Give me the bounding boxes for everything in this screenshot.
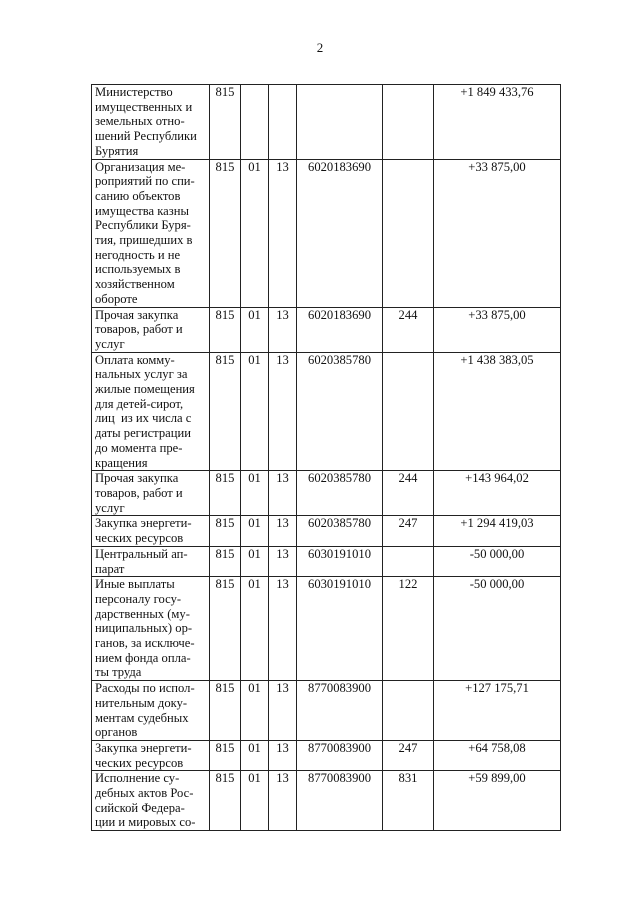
row-target-item-code-cell: 6030191010: [297, 577, 383, 681]
row-amount-cell: +64 758,08: [434, 740, 561, 770]
row-target-item-code-cell: [297, 85, 383, 160]
row-subsection-code-cell: 13: [269, 546, 297, 576]
row-target-item-code-cell: 8770083900: [297, 771, 383, 831]
row-expense-type-code-cell: 122: [383, 577, 434, 681]
row-department-code-cell: 815: [210, 85, 241, 160]
row-amount-cell: +1 849 433,76: [434, 85, 561, 160]
row-amount-cell: +127 175,71: [434, 681, 561, 741]
budget-table-body: [92, 85, 561, 831]
row-expense-type-code-cell: [383, 85, 434, 160]
row-amount-cell: +33 875,00: [434, 307, 561, 352]
row-amount-cell: +1 438 383,05: [434, 352, 561, 471]
row-section-code-cell: 01: [241, 352, 269, 471]
row-section-code-cell: [241, 85, 269, 160]
row-department-code-cell: 815: [210, 159, 241, 307]
row-subsection-code-cell: 13: [269, 159, 297, 307]
row-department-code-cell: 815: [210, 681, 241, 741]
row-expense-type-code-cell: [383, 159, 434, 307]
row-section-code-cell: 01: [241, 546, 269, 576]
row-subsection-code-cell: 13: [269, 352, 297, 471]
row-department-code-cell: 815: [210, 771, 241, 831]
row-department-code-cell: 815: [210, 352, 241, 471]
table-row: [92, 85, 561, 160]
row-subsection-code-cell: 13: [269, 740, 297, 770]
row-name-cell: Оплата комму- нальных услуг за жилые помещения для детей-сирот, лиц из их числа с даты регистрации до момента пре- кращения: [92, 352, 210, 471]
row-subsection-code-cell: [269, 85, 297, 160]
row-name-cell: Исполнение су- дебных актов Рос- сийской Федера- ции и мировых со-: [92, 771, 210, 831]
table-row: [92, 352, 561, 471]
row-expense-type-code-cell: [383, 546, 434, 576]
page-number: 2: [316, 40, 324, 55]
row-expense-type-code-cell: 831: [383, 771, 434, 831]
row-department-code-cell: 815: [210, 307, 241, 352]
row-subsection-code-cell: 13: [269, 771, 297, 831]
row-section-code-cell: 01: [241, 740, 269, 770]
table-row: [92, 307, 561, 352]
table-row: [92, 577, 561, 681]
row-target-item-code-cell: 6020385780: [297, 516, 383, 546]
row-expense-type-code-cell: 247: [383, 740, 434, 770]
row-department-code-cell: 815: [210, 471, 241, 516]
row-subsection-code-cell: 13: [269, 307, 297, 352]
row-name-cell: Иные выплаты персоналу госу- дарственных (му- ниципальных) ор- ганов, за исключе- нием фонда опла- ты труда: [92, 577, 210, 681]
row-name-cell: Министерство имущественных и земельных отно- шений Республики Бурятия: [92, 85, 210, 160]
row-name-cell: Закупка энергети- ческих ресурсов: [92, 740, 210, 770]
row-name-cell: Прочая закупка товаров, работ и услуг: [92, 471, 210, 516]
row-amount-cell: +33 875,00: [434, 159, 561, 307]
row-amount-cell: +143 964,02: [434, 471, 561, 516]
row-name-cell: Прочая закупка товаров, работ и услуг: [92, 307, 210, 352]
row-target-item-code-cell: 6020183690: [297, 159, 383, 307]
budget-table: [91, 84, 561, 831]
row-amount-cell: -50 000,00: [434, 546, 561, 576]
row-subsection-code-cell: 13: [269, 681, 297, 741]
row-section-code-cell: 01: [241, 159, 269, 307]
row-section-code-cell: 01: [241, 681, 269, 741]
row-department-code-cell: 815: [210, 516, 241, 546]
table-row: [92, 546, 561, 576]
row-name-cell: Закупка энергети- ческих ресурсов: [92, 516, 210, 546]
table-row: [92, 771, 561, 831]
table-row: [92, 740, 561, 770]
row-expense-type-code-cell: 244: [383, 307, 434, 352]
row-department-code-cell: 815: [210, 546, 241, 576]
row-name-cell: Организация ме- роприятий по спи- санию объектов имущества казны Республики Буря- тия, пришедших в негодность и не используемых в хозяйственном обороте: [92, 159, 210, 307]
row-target-item-code-cell: 6020183690: [297, 307, 383, 352]
row-department-code-cell: 815: [210, 740, 241, 770]
row-section-code-cell: 01: [241, 577, 269, 681]
row-section-code-cell: 01: [241, 771, 269, 831]
row-amount-cell: +1 294 419,03: [434, 516, 561, 546]
row-section-code-cell: 01: [241, 516, 269, 546]
table-row: [92, 681, 561, 741]
row-expense-type-code-cell: 244: [383, 471, 434, 516]
row-amount-cell: -50 000,00: [434, 577, 561, 681]
row-section-code-cell: 01: [241, 307, 269, 352]
row-expense-type-code-cell: 247: [383, 516, 434, 546]
row-amount-cell: +59 899,00: [434, 771, 561, 831]
row-subsection-code-cell: 13: [269, 471, 297, 516]
table-row: [92, 159, 561, 307]
row-target-item-code-cell: 8770083900: [297, 681, 383, 741]
row-section-code-cell: 01: [241, 471, 269, 516]
row-target-item-code-cell: 6030191010: [297, 546, 383, 576]
row-target-item-code-cell: 8770083900: [297, 740, 383, 770]
row-target-item-code-cell: 6020385780: [297, 352, 383, 471]
row-expense-type-code-cell: [383, 681, 434, 741]
row-name-cell: Расходы по испол- нительным доку- ментам судебных органов: [92, 681, 210, 741]
row-department-code-cell: 815: [210, 577, 241, 681]
table-row: [92, 516, 561, 546]
row-subsection-code-cell: 13: [269, 577, 297, 681]
row-expense-type-code-cell: [383, 352, 434, 471]
row-subsection-code-cell: 13: [269, 516, 297, 546]
row-target-item-code-cell: 6020385780: [297, 471, 383, 516]
table-row: [92, 471, 561, 516]
row-name-cell: Центральный ап- парат: [92, 546, 210, 576]
